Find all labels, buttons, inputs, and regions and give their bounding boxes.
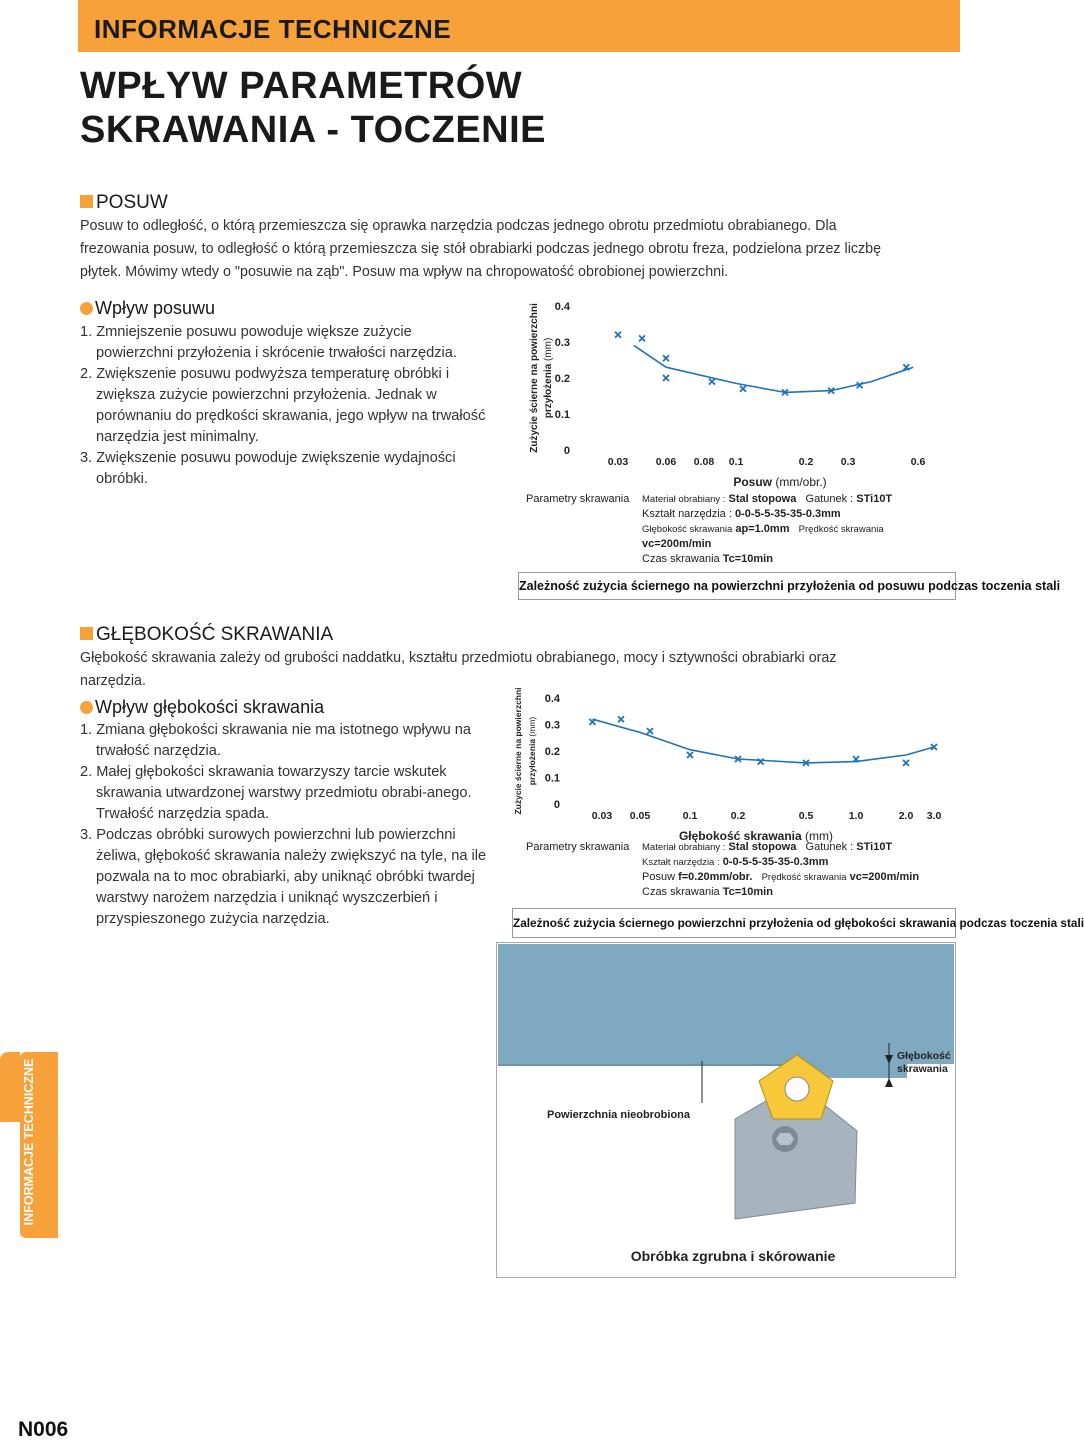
side-tab: [20, 1052, 58, 1238]
data-point: [618, 716, 624, 722]
data-point: [639, 335, 645, 341]
x-tick-label: 0.08: [693, 456, 715, 468]
x-tick-label: 0.5: [798, 810, 814, 822]
y-tick-label: 0.4: [554, 301, 570, 313]
x-tick-label: 0.03: [591, 810, 613, 822]
list-item: 3. Zwiększenie posuwu powoduje zwiększenie wydajności obróbki.: [80, 450, 456, 487]
insert-hole: [785, 1077, 809, 1101]
glebokosc-list: [80, 720, 490, 930]
trend-curve: [634, 346, 913, 393]
posuw-subheading: Wpływ posuwu: [80, 298, 215, 319]
y-tick-label: 0.3: [554, 337, 570, 349]
y-tick-label: 0.3: [544, 719, 560, 732]
x-axis-label: Posuw (mm/obr.): [733, 475, 827, 489]
posuw-list: [80, 322, 490, 490]
y-tick-label: 0: [563, 445, 570, 457]
y-tick-label: 0: [553, 799, 560, 811]
list-item: 2. Małej głębokości skrawania towarzyszy tarcie wskutek skrawania utwardzonej warstwy przedmiotu obrabi-anego. Trwałość narzędzia spada.: [80, 764, 472, 822]
workpiece: [498, 944, 954, 1064]
x-tick-label: 0.03: [607, 456, 629, 468]
trend-curve: [593, 719, 935, 763]
list-item: 2. Zwiększenie posuwu podwyższa temperaturę obróbki i zwiększa zużycie powierzchni przyłożenia. Jednak w porównaniu do prędkości skrawania, jego wpływ na trwałość narzędzia jest minimalny.: [80, 366, 486, 445]
glebokosc-chart: [510, 682, 960, 843]
data-point: [709, 379, 715, 385]
posuw-paragraph: Posuw to odległość, o którą przemieszcza się oprawka narzędzia podczas jednego obrotu przedmiotu obrabianego. Dla frezowania posuw, to odległość o którą przemieszcza się stół obrabiarki podczas jednego obrotu freza, podzielona przez liczbę płytek. Mówimy wtedy o "posuwie na ząb". Posuw ma wpływ na chropowatość obrobionej powierzchni.: [80, 218, 882, 280]
x-tick-label: 0.05: [629, 810, 651, 822]
x-tick-label: 0.2: [730, 810, 746, 822]
x-tick-label: 0.06: [655, 456, 677, 468]
data-point: [687, 752, 693, 758]
y-tick-label: 0.1: [554, 409, 570, 421]
x-tick-label: 1.0: [848, 810, 864, 822]
orange-dot-icon: [80, 302, 93, 315]
banner-title: INFORMACJE TECHNICZNE: [94, 14, 452, 44]
y-axis-label: Zużycie ścierne na powierzchni: [513, 687, 523, 815]
glebokosc-params: Parametry skrawania Materiał obrabiany : Stal stopowa Gatunek : STi10T Kształt narzędzia : 0-0-5-5-35-35-0.3mm Posuw f=0.20mm/obr. Prędkość skrawania vc=200m/min Czas skrawania Tc=10min: [526, 841, 920, 898]
depth-label: Głębokość skrawania: [897, 1050, 951, 1075]
posuw-chart: [520, 290, 960, 490]
posuw-chart-caption: Zależność zużycia ściernego na powierzchni przyłożenia od posuwu podczas toczenia stali: [518, 572, 956, 600]
data-point: [615, 332, 621, 338]
x-tick-label: 0.2: [798, 456, 814, 468]
page-number: N006: [18, 1418, 69, 1441]
glebokosc-paragraph: Głębokość skrawania zależy od grubości naddatku, kształtu przedmiotu obrabianego, mocy i sztywności obrabiarki oraz narzędzia.: [80, 650, 837, 689]
data-point: [903, 760, 909, 766]
roughing-diagram: [497, 943, 955, 1277]
list-item: 3. Podczas obróbki surowych powierzchni lub powierzchni żeliwa, głębokość skrawania należy zwiększyć na tyle, na ile pozwala na to moc obrabiarki, aby uniknąć obróbki twardej warstwy narożem narzędzia i uniknąć wyszczerbień i przyspieszonego zużycia narzędzia.: [80, 827, 487, 927]
y-tick-label: 0.1: [544, 772, 560, 785]
data-point: [663, 375, 669, 381]
glebokosc-heading: GŁĘBOKOŚĆ SKRAWANIA: [80, 624, 333, 646]
glebokosc-chart-caption: Zależność zużycia ściernego powierzchni przyłożenia od głębokości skrawania podczas toczenia stali: [512, 908, 956, 938]
y-tick-label: 0.2: [554, 373, 570, 385]
y-tick-label: 0.2: [544, 746, 560, 758]
x-tick-label: 0.3: [840, 456, 856, 468]
posuw-heading: POSUW: [80, 192, 168, 214]
list-item: 1. Zmiana głębokości skrawania nie ma istotnego wpływu na trwałość narzędzia.: [80, 722, 471, 759]
y-tick-label: 0.4: [544, 693, 560, 705]
side-tab-corner: [0, 1052, 20, 1122]
y-axis-label-line2: przyłożenia (mm): [527, 716, 537, 786]
posuw-params: Parametry skrawania Materiał obrabiany : Stal stopowa Gatunek : STi10T Kształt narzędzia : 0-0-5-5-35-35-0.3mm Głębokość skrawania ap=1.0mm Prędkość skrawania vc=200m/min Czas skrawania Tc=10min: [526, 493, 893, 565]
roughing-illustration: [496, 942, 956, 1278]
x-tick-label: 0.1: [728, 456, 744, 468]
surface-label: Powierzchnia nieobrobiona: [547, 1109, 691, 1121]
illustration-caption: Obróbka zgrubna i skórowanie: [630, 1248, 836, 1264]
x-tick-label: 0.1: [682, 810, 698, 822]
data-point: [663, 355, 669, 361]
y-axis-label-line2: przyłożenia (mm): [543, 337, 554, 419]
workpiece-edge: [498, 1064, 798, 1066]
page-title: WPŁYW PARAMETRÓW SKRAWANIA - TOCZENIE: [80, 65, 547, 151]
arrow-up-icon: [885, 1078, 893, 1087]
y-axis-label: Zużycie ścierne na powierzchni: [529, 303, 540, 453]
x-tick-label: 3.0: [926, 810, 942, 822]
list-item: 1. Zmniejszenie posuwu powoduje większe zużycie powierzchni przyłożenia i skrócenie trwałości narzędzia.: [80, 324, 457, 361]
data-point: [740, 386, 746, 392]
orange-square-icon: [80, 195, 93, 208]
x-axis-label: Głębokość skrawania (mm): [678, 829, 834, 843]
orange-square-icon: [80, 627, 93, 640]
data-point: [647, 728, 653, 734]
side-tab-label: INFORMACJE TECHNICZNE: [22, 1058, 36, 1226]
orange-dot-icon: [80, 701, 93, 714]
x-tick-label: 2.0: [898, 810, 914, 822]
x-tick-label: 0.6: [910, 456, 926, 468]
glebokosc-subheading: Wpływ głębokości skrawania: [80, 697, 324, 718]
section-banner: [78, 0, 960, 52]
